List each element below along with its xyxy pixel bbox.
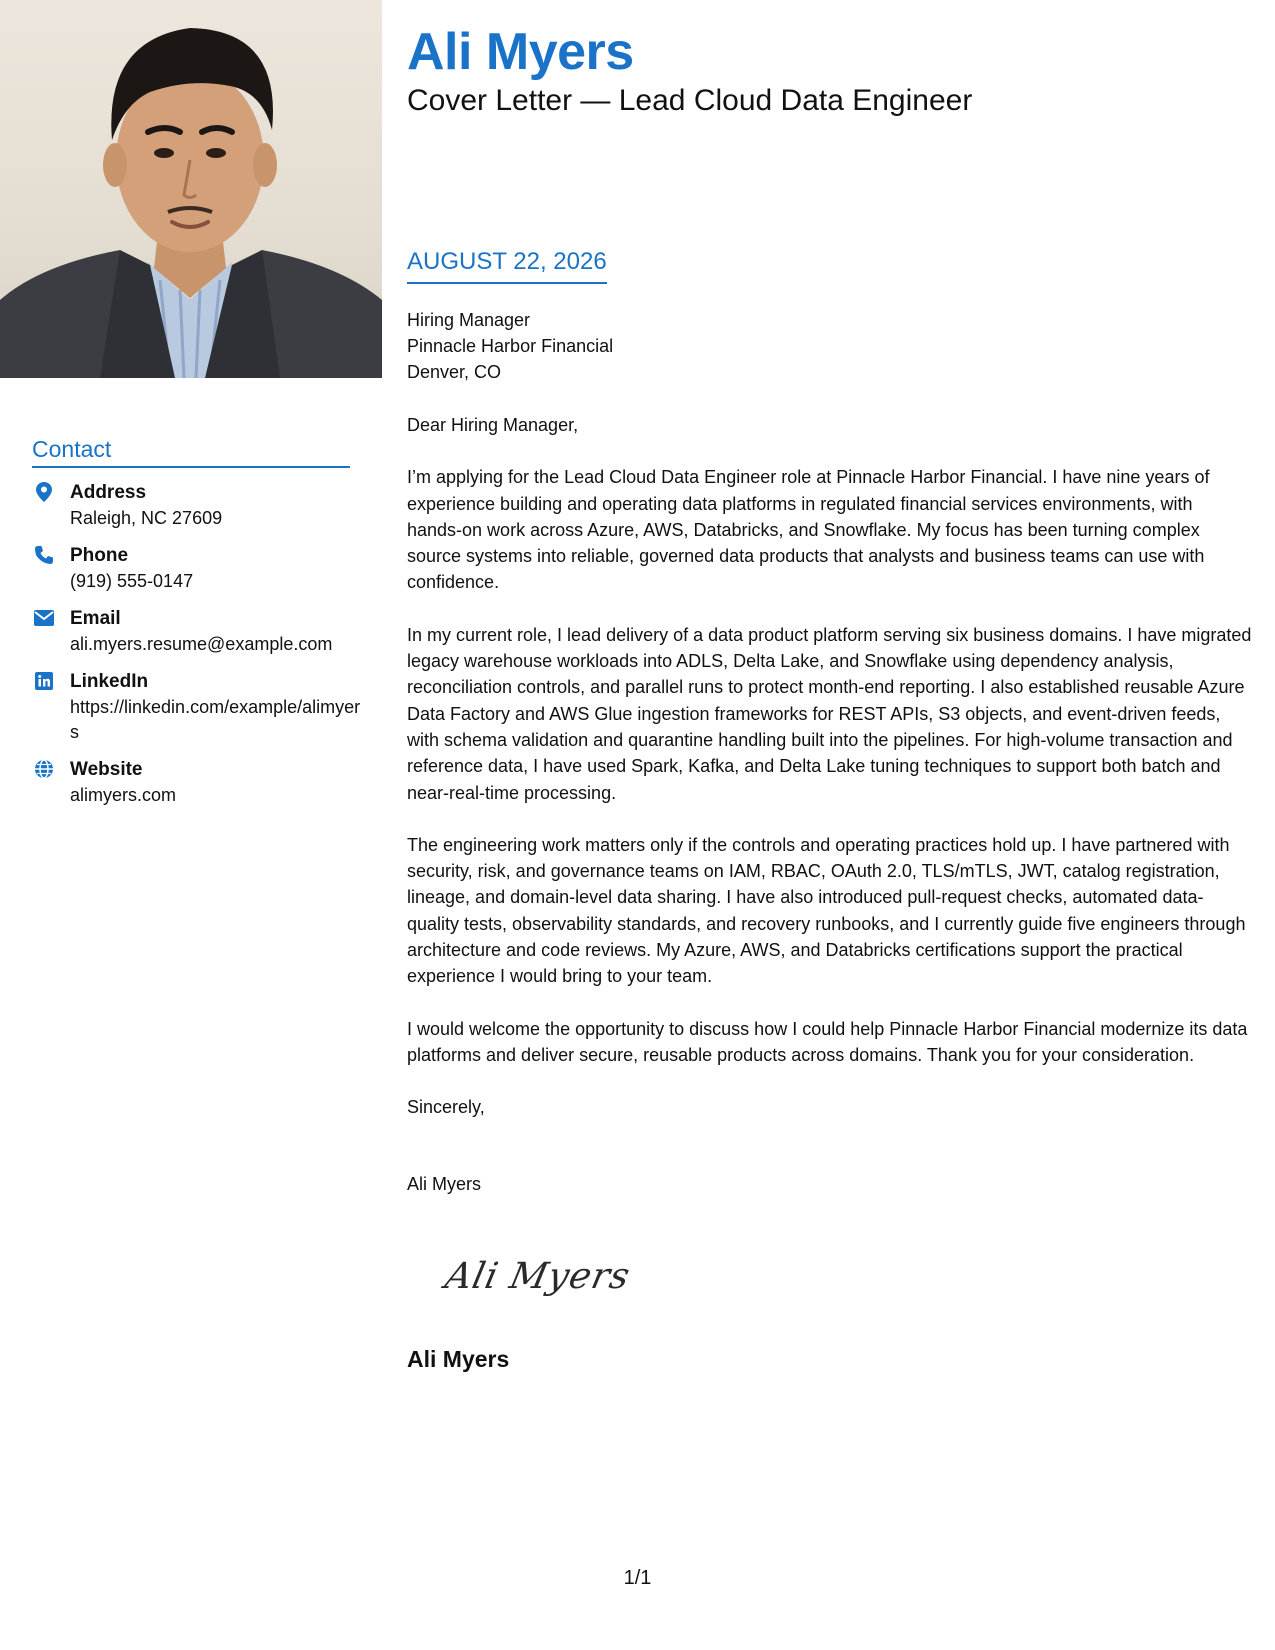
document-subtitle: Cover Letter — Lead Cloud Data Engineer <box>407 84 973 117</box>
linkedin-icon <box>34 671 54 691</box>
page-number: 1/1 <box>623 1567 652 1589</box>
recipient-company: Pinnacle Harbor Financial <box>407 336 614 356</box>
salutation: Dear Hiring Manager, <box>407 415 579 435</box>
recipient-location: Denver, CO <box>407 362 502 382</box>
contact-label: LinkedIn <box>70 671 149 692</box>
contact-label: Website <box>70 759 143 780</box>
globe-icon <box>34 759 54 779</box>
body-paragraph: I’m applying for the Lead Cloud Data Engineer role at Pinnacle Harbor Financial. I have nine years of experience building and operating data platforms in regulated financial services environments, with hands-on work across Azure, AWS, Databricks, and Snowflake. My focus has been turning complex source systems into reliable, governed data products that analysts and business teams can use with confidence. <box>407 467 1210 593</box>
contact-website <box>32 757 362 808</box>
contact-phone <box>32 543 362 594</box>
contact-label: Email <box>70 608 121 629</box>
contact-label: Phone <box>70 545 129 566</box>
contact-address <box>32 480 362 531</box>
body-paragraph: In my current role, I lead delivery of a data product platform serving six business domains. I have migrated legacy warehouse workloads into ADLS, Delta Lake, and Snowflake using dependency analysis, reconciliation controls, and parallel runs to protect month-end reporting. I also established reusable Azure Data Factory and AWS Glue ingestion frameworks for REST APIs, S3 objects, and event-driven feeds, with schema validation and quarantine handling built into the pipelines. For high-volume transaction and reference data, I have used Spark, Kafka, and Delta Lake tuning techniques to support both batch and near-real-time processing. <box>407 624 1252 803</box>
recipient-title: Hiring Manager <box>407 310 531 330</box>
contact-value[interactable]: https://linkedin.com/example/alimyers <box>70 697 361 742</box>
contact-email <box>32 606 362 657</box>
applicant-name: Ali Myers <box>407 23 634 81</box>
contact-label: Address <box>70 482 147 503</box>
contact-value: Raleigh, NC 27609 <box>70 508 223 528</box>
letter-date: AUGUST 22, 2026 <box>407 248 607 284</box>
signer-name: Ali Myers <box>407 1173 482 1194</box>
printed-signature-name: Ali Myers <box>407 1346 510 1372</box>
handwritten-signature: Ali Myers <box>441 1256 635 1297</box>
location-pin-icon <box>34 482 54 502</box>
letter-body <box>407 412 1252 1197</box>
recipient-block <box>407 307 613 385</box>
phone-icon <box>34 545 54 565</box>
contact-heading: Contact <box>32 436 350 468</box>
closing: Sincerely, <box>407 1097 485 1118</box>
contact-list <box>32 480 362 820</box>
body-paragraph: The engineering work matters only if the controls and operating practices hold up. I have partnered with security, risk, and governance teams on IAM, RBAC, OAuth 2.0, TLS/mTLS, JWT, catalog registration, lineage, and domain-level data sharing. I have also introduced pull-request checks, automated data-quality tests, observability standards, and recovery runbooks, and I currently guide five engineers through architecture and code reviews. My Azure, AWS, and Databricks certifications support the practical experience I would bring to your team. <box>407 834 1246 987</box>
contact-value: (919) 555-0147 <box>70 571 194 591</box>
contact-value[interactable]: ali.myers.resume@example.com <box>70 634 333 654</box>
envelope-icon <box>34 608 54 628</box>
profile-photo <box>0 0 382 378</box>
contact-linkedin <box>32 669 362 745</box>
body-paragraph: I would welcome the opportunity to discuss how I could help Pinnacle Harbor Financial modernize its data platforms and deliver secure, reusable products across domains. Thank you for your consideration. <box>407 1018 1248 1065</box>
contact-value[interactable]: alimyers.com <box>70 785 177 805</box>
